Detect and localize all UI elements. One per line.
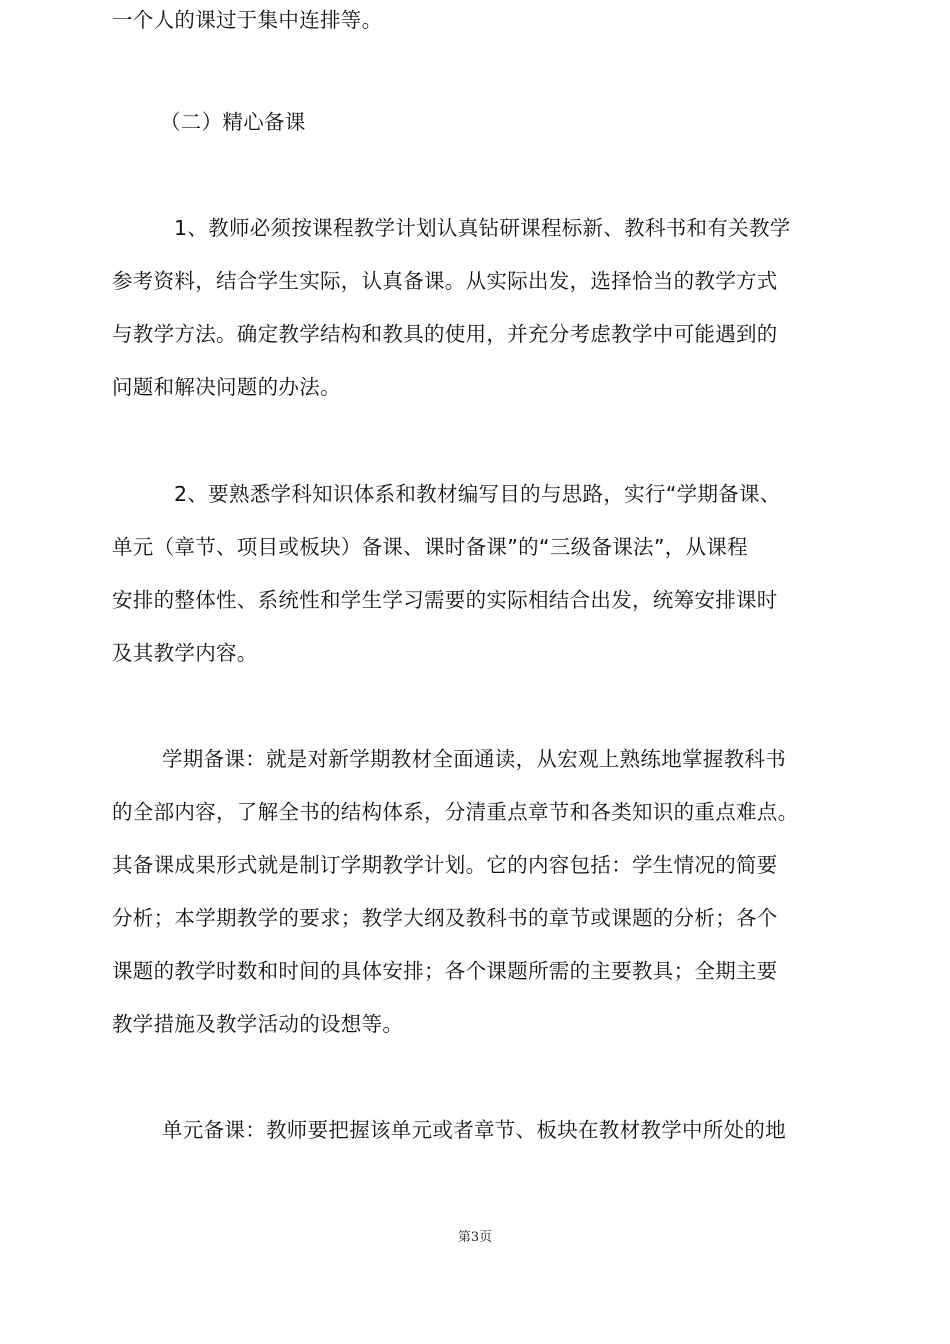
section-heading: （二）精心备课: [160, 110, 306, 134]
paragraph-line: 问题和解决问题的办法。: [112, 375, 341, 399]
paragraph-line: 学期备课：就是对新学期教材全面通读，从宏观上熟练地掌握教科书: [162, 747, 786, 771]
paragraph-line: 2、要熟悉学科知识体系和教材编写目的与思路，实行“学期备课、: [174, 482, 781, 506]
paragraph-line: 1、教师必须按课程教学计划认真钻研课程标新、教科书和有关教学: [174, 216, 791, 240]
paragraph-line: 分析；本学期教学的要求；教学大纲及教科书的章节或课题的分析；各个: [112, 906, 778, 930]
paragraph-line: 与教学方法。确定教学结构和教具的使用，并充分考虑教学中可能遇到的: [112, 322, 778, 346]
paragraph-line: 参考资料，结合学生实际，认真备课。从实际出发，选择恰当的教学方式: [112, 269, 778, 293]
paragraph-line: 单元（章节、项目或板块）备课、课时备课”的“三级备课法”，从课程: [112, 535, 748, 559]
paragraph-line: 及其教学内容。: [112, 641, 258, 665]
paragraph-line: 其备课成果形式就是制订学期教学计划。它的内容包括：学生情况的简要: [112, 853, 778, 877]
page-number: 第3页: [457, 1230, 493, 1245]
paragraph-line: 一个人的课过于集中连排等。: [112, 8, 383, 32]
paragraph-line: 教学措施及教学活动的设想等。: [112, 1012, 404, 1036]
paragraph-line: 单元备课：教师要把握该单元或者章节、板块在教材教学中所处的地: [162, 1118, 786, 1142]
paragraph-line: 课题的教学时数和时间的具体安排；各个课题所需的主要教具；全期主要: [112, 959, 778, 983]
paragraph-line: 安排的整体性、系统性和学生学习需要的实际相结合出发，统筹安排课时: [112, 588, 778, 612]
paragraph-line: 的全部内容，了解全书的结构体系，分清重点章节和各类知识的重点难点。: [112, 800, 799, 824]
